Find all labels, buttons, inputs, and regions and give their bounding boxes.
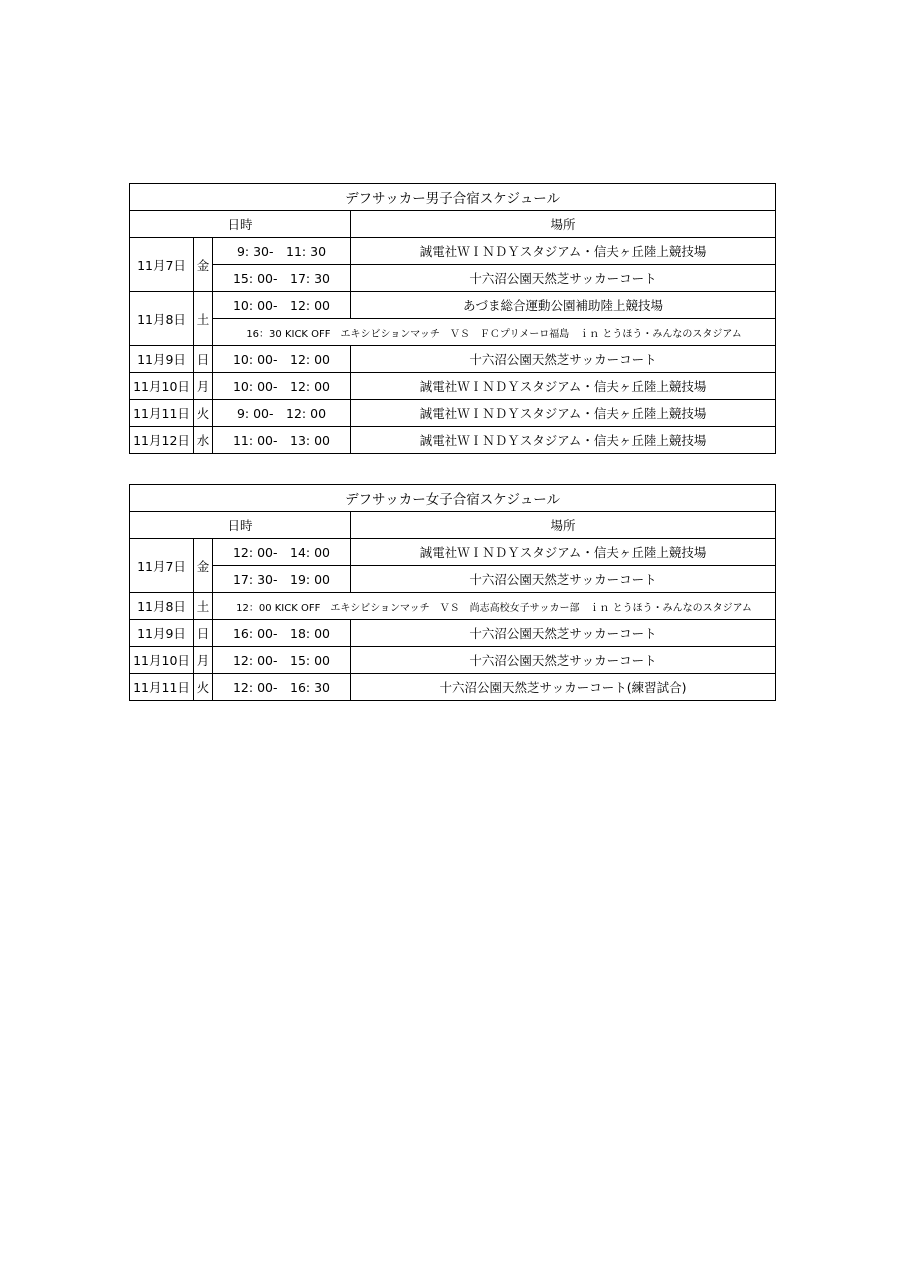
table-row xyxy=(130,674,776,701)
time-cell: 16: 00- 18: 00 xyxy=(213,620,351,647)
place-cell: 十六沼公園天然芝サッカーコート xyxy=(351,647,776,674)
time-cell: 10: 00- 12: 00 xyxy=(213,346,351,373)
place-cell: あづま総合運動公園補助陸上競技場 xyxy=(351,292,776,319)
date-cell: 11月9日 xyxy=(130,346,194,373)
table-title: デフサッカー男子合宿スケジュール xyxy=(130,184,776,211)
event-note-cell: 16：30 KICK OFF エキシビションマッチ ＶＳ ＦＣプリメーロ福島 ｉｎ とうほう・みんなのスタジアム xyxy=(213,319,776,346)
weekday-cell: 月 xyxy=(194,647,213,674)
table-title: デフサッカー女子合宿スケジュール xyxy=(130,485,776,512)
table-header-row xyxy=(130,512,776,539)
date-cell: 11月8日 xyxy=(130,593,194,620)
weekday-cell: 日 xyxy=(194,346,213,373)
date-cell: 11月11日 xyxy=(130,674,194,701)
table-row xyxy=(130,593,776,620)
table-row xyxy=(130,400,776,427)
date-cell: 11月7日 xyxy=(130,238,194,292)
place-cell: 十六沼公園天然芝サッカーコート xyxy=(351,346,776,373)
table-row xyxy=(130,292,776,319)
place-cell: 十六沼公園天然芝サッカーコート(練習試合) xyxy=(351,674,776,701)
time-cell: 10: 00- 12: 00 xyxy=(213,292,351,319)
table-row xyxy=(130,427,776,454)
place-cell: 誠電社ＷＩＮＤＹスタジアム・信夫ヶ丘陸上競技場 xyxy=(351,238,776,265)
place-cell: 十六沼公園天然芝サッカーコート xyxy=(351,265,776,292)
table-header-row xyxy=(130,211,776,238)
date-cell: 11月9日 xyxy=(130,620,194,647)
place-cell: 誠電社ＷＩＮＤＹスタジアム・信夫ヶ丘陸上競技場 xyxy=(351,373,776,400)
weekday-cell: 水 xyxy=(194,427,213,454)
table-row xyxy=(130,620,776,647)
place-cell: 誠電社ＷＩＮＤＹスタジアム・信夫ヶ丘陸上競技場 xyxy=(351,539,776,566)
place-cell: 誠電社ＷＩＮＤＹスタジアム・信夫ヶ丘陸上競技場 xyxy=(351,427,776,454)
time-cell: 10: 00- 12: 00 xyxy=(213,373,351,400)
weekday-cell: 日 xyxy=(194,620,213,647)
weekday-cell: 月 xyxy=(194,373,213,400)
time-cell: 9: 00- 12: 00 xyxy=(213,400,351,427)
event-note-cell: 12：00 KICK OFF エキシビションマッチ ＶＳ 尚志高校女子サッカー部 ｉｎ とうほう・みんなのスタジアム xyxy=(213,593,776,620)
time-cell: 17: 30- 19: 00 xyxy=(213,566,351,593)
header-datetime: 日時 xyxy=(130,512,351,539)
weekday-cell: 火 xyxy=(194,400,213,427)
weekday-cell: 火 xyxy=(194,674,213,701)
table-row xyxy=(130,346,776,373)
date-cell: 11月10日 xyxy=(130,373,194,400)
men-schedule-table xyxy=(129,183,776,454)
weekday-cell: 土 xyxy=(194,292,213,346)
table-row xyxy=(130,539,776,566)
date-cell: 11月12日 xyxy=(130,427,194,454)
header-datetime: 日時 xyxy=(130,211,351,238)
time-cell: 12: 00- 15: 00 xyxy=(213,647,351,674)
table-row xyxy=(130,647,776,674)
date-cell: 11月10日 xyxy=(130,647,194,674)
time-cell: 12: 00- 16: 30 xyxy=(213,674,351,701)
weekday-cell: 金 xyxy=(194,539,213,593)
place-cell: 誠電社ＷＩＮＤＹスタジアム・信夫ヶ丘陸上競技場 xyxy=(351,400,776,427)
table-row xyxy=(130,265,776,292)
table-row xyxy=(130,566,776,593)
table-row xyxy=(130,373,776,400)
time-cell: 9: 30- 11: 30 xyxy=(213,238,351,265)
time-cell: 12: 00- 14: 00 xyxy=(213,539,351,566)
women-schedule-table xyxy=(129,484,776,701)
weekday-cell: 土 xyxy=(194,593,213,620)
date-cell: 11月8日 xyxy=(130,292,194,346)
header-place: 場所 xyxy=(351,512,776,539)
place-cell: 十六沼公園天然芝サッカーコート xyxy=(351,566,776,593)
date-cell: 11月7日 xyxy=(130,539,194,593)
time-cell: 11: 00- 13: 00 xyxy=(213,427,351,454)
table-row xyxy=(130,319,776,346)
time-cell: 15: 00- 17: 30 xyxy=(213,265,351,292)
header-place: 場所 xyxy=(351,211,776,238)
table-row xyxy=(130,238,776,265)
weekday-cell: 金 xyxy=(194,238,213,292)
date-cell: 11月11日 xyxy=(130,400,194,427)
place-cell: 十六沼公園天然芝サッカーコート xyxy=(351,620,776,647)
